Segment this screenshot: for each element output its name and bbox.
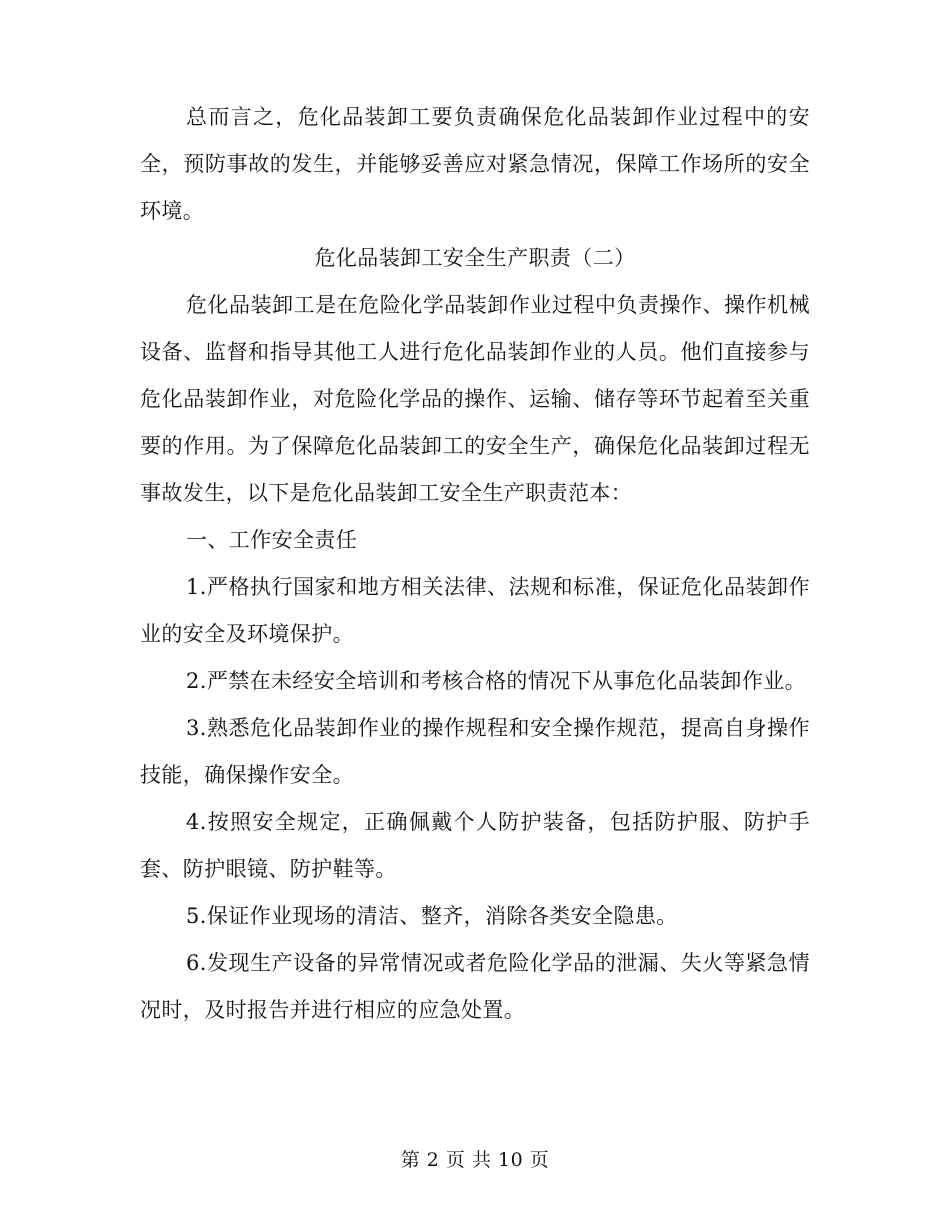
subsection-title: 一、工作安全责任: [186, 528, 358, 552]
intro-paragraph: 危化品装卸工是在危险化学品装卸作业过程中负责操作、操作机械设备、监督和指导其他工人进行危化品装卸作业的人员。他们直接参与危化品装卸作业，对危险化学品的操作、运输、储存等环节起着至关重要的作用。为了保障危化品装卸工的安全生产，确保危化品装卸过程无事故发生，以下是危化品装卸工安全生产职责范本：: [140, 293, 810, 505]
list-item: 2.严禁在未经安全培训和考核合格的情况下从事危化品装卸作业。: [186, 669, 807, 693]
page-number-footer: 第 2 页 共 10 页: [400, 1149, 550, 1171]
list-item: 1.严格执行国家和地方相关法律、法规和标准，保证危化品装卸作业的安全及环境保护。: [140, 575, 810, 646]
document-body: [140, 94, 810, 1034]
list-item: 3.熟悉危化品装卸作业的操作规程和安全操作规范，提高自身操作技能，确保操作安全。: [140, 716, 810, 787]
section-title: 危化品装卸工安全生产职责（二）: [314, 246, 636, 270]
list-item: 6.发现生产设备的异常情况或者危险化学品的泄漏、失火等紧急情况时，及时报告并进行相应的应急处置。: [140, 951, 810, 1022]
list-item: 4.按照安全规定，正确佩戴个人防护装备，包括防护服、防护手套、防护眼镜、防护鞋等。: [140, 810, 810, 881]
list-item: 5.保证作业现场的清洁、整齐，消除各类安全隐患。: [186, 904, 678, 928]
closing-paragraph: 总而言之，危化品装卸工要负责确保危化品装卸作业过程中的安全，预防事故的发生，并能够妥善应对紧急情况，保障工作场所的安全环境。: [140, 105, 810, 223]
